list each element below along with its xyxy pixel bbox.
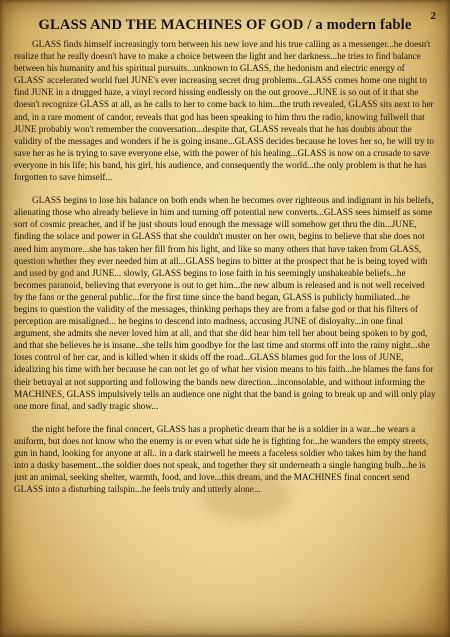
paper-stain xyxy=(20,250,80,290)
page-title: GLASS AND THE MACHINES OF GOD / a modern fable xyxy=(38,17,412,33)
paragraph-3: the night before the final concert, GLASS has a prophetic dream that he is a soldier in a war...he wears a uniform, but does not know who the enemy is or even what side he is fighting for...he wanders the empty streets, gun in hand, looking for anyone at all.. in a dark stairwell he meets a faceless soldier who takes him by the hand into a dusky basement...the soldier does not speak, and together they sit underneath a single hanging bulb...he is just an animal, seeking shelter, warmth, food, and love...this dream, and the MACHINES final concert send GLASS into a disturbing tailspin...he feels truly and utterly alone... xyxy=(14,423,429,495)
paragraph-2: GLASS begins to lose his balance on both ends when he becomes over righteous and indignant in his beliefs, alienating those who already believe in him and turning off potential new converts...GLASS sees himself as some sort of cosmic preacher, and if he just shouts loud enough the message will somehow get thru the din...JUNE, finding the solace and power in GLASS that she couldn't muster on her own, begins to believe that she does not need him anymore...she has taken her fill from his light, and like so many others that have taken from GLASS, question whether they ever needed him at all...GLASS begins to bitter at the prospect that he is being toyed with and used by god and JUNE... slowly, GLASS begins to lose faith in his seemingly unshakeable beliefs...he becomes paranoid, believing that everyone is out to get him...the new album is released and is not well received by the fans or the general public...for the first time since the band began, GLASS is publicly humiliated...he begins to question the validity of the messages, thinking perhaps they are from a false god or that his filters of perception are misaligned... he begins to descend into madness, accusing JUNE of disloyalty...in one final argument, she admits she never loved him at all, and that she did hear him tell her about being spoken to by god, and that she believes he is insane...she tells him goodbye for the last time and storms off into the rainy night...she loses control of her car, and is killed when it skids off the road...GLASS blames god for the loss of JUNE, idealizing his time with her because he can not let go of what her vision means to his faith...he blames the fans for their betrayal at not supporting and following the bands new direction...inconsolable, and without informing the MACHINES, GLASS impulsively tells an audience one night that the band is going to break up and will only play one more final, and sadly tragic show... xyxy=(14,195,436,411)
paragraph-1: GLASS finds himself increasingly torn between his new love and his true calling as a messenger...he doesn't realize that he really doesn't have to make a choice between the light and her darkness...he tries to find balance between his humanity and his spiritual pursuits...unknown to GLASS, the hedonism and electric energy of GLASS' accelerated world fuel JUNE's ever increasing secret drug problems...GLASS comes home one night to find JUNE in a drugged haze, a vinyl record hissing endlessly on the out groove...JUNE is so out of it that she doesn't recognize GLASS at all, as he calls to her to come back to him...the truth revealed, GLASS sits next to her and, in a rare moment of candor, reveals that god has been speaking to him thru the radio, knowing fullwell that JUNE probably won't remember the conversation...despite that, GLASS reveals that he has doubts about the validity of the messages and wonders if he is going insane...GLASS decides because he loves her so, he will try to save her as he is trying to save everyone else, with the power of his healing...GLASS is now on a crusade to save everyone in his life; his band, his girl, his audience, and consequently the world...the only problem is that he has forgotten to save himself... xyxy=(14,39,434,183)
page-number: 2 xyxy=(430,10,436,22)
paper-stain xyxy=(200,470,290,520)
header xyxy=(14,10,436,34)
paper-stain xyxy=(330,90,400,135)
